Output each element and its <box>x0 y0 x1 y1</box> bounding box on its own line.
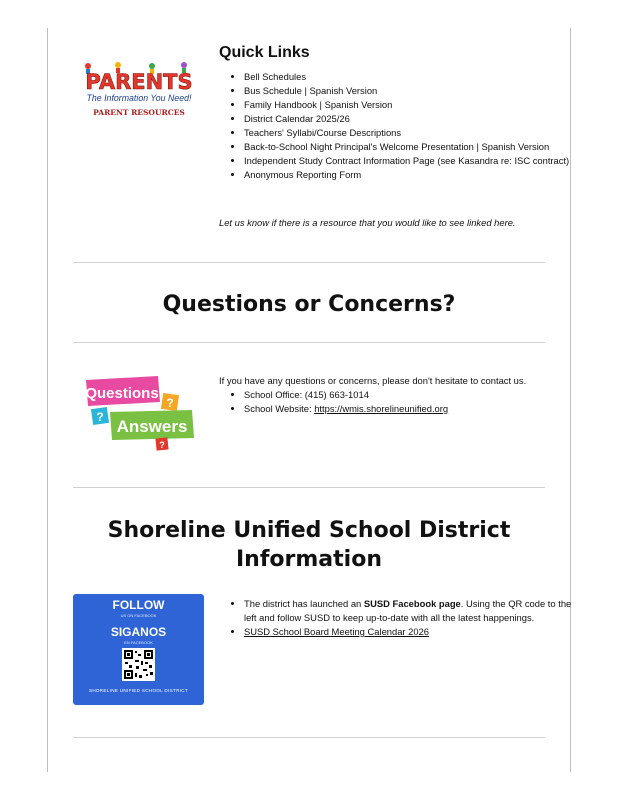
facebook-announcement-text-after: . Using the QR code to the left and follow SUSD to keep up-to-date with all the latest happenings. <box>244 598 572 623</box>
questions-intro: If you have any questions or concerns, please don't hesitate to contact us. <box>219 375 527 386</box>
school-website-link[interactable]: https://wmis.shorelineunified.org <box>314 403 449 414</box>
school-office-item: • School Office: (415) 663-1014 <box>244 388 448 402</box>
facebook-page-link[interactable]: SUSD Facebook page <box>363 598 461 609</box>
svg-text:?: ? <box>166 396 174 410</box>
school-website-item <box>244 402 448 416</box>
district-list <box>219 597 574 639</box>
divider <box>73 487 545 488</box>
facebook-siganos-text: SIGANOS <box>110 625 167 639</box>
divider <box>73 342 545 343</box>
parents-logo-word: PARENTS <box>85 70 193 94</box>
svg-text:?: ? <box>159 440 165 450</box>
parents-logo-tagline: The Information You Need! <box>86 93 192 103</box>
divider <box>73 262 545 263</box>
parents-logo-caption: PARENT RESOURCES <box>93 108 185 117</box>
parents-logo <box>74 60 204 120</box>
contact-list <box>219 388 448 416</box>
facebook-announcement-item <box>244 597 574 625</box>
answers-graphic-word: Answers <box>116 417 188 436</box>
questions-heading: Questions or Concerns? <box>162 292 456 317</box>
page-border-left <box>47 28 48 772</box>
svg-text:?: ? <box>96 410 104 424</box>
facebook-card-footer: SHORELINE UNIFIED SCHOOL DISTRICT <box>88 688 189 693</box>
facebook-follow-subtext: US ON FACEBOOK <box>120 613 157 618</box>
quick-link-back-to-school-night[interactable]: • Back-to-School Night Principal's Welcome Presentation | Spanish Version <box>244 140 574 154</box>
facebook-qr-card <box>73 594 204 705</box>
quick-link-independent-study[interactable]: • Independent Study Contract Information Page (see Kasandra re: ISC contract) <box>244 154 574 168</box>
quick-link-family-handbook[interactable]: • Family Handbook | Spanish Version <box>244 98 574 112</box>
quick-links-list <box>219 70 574 182</box>
questions-graphic-word: Questions <box>85 385 159 402</box>
quick-link-district-calendar[interactable]: • District Calendar 2025/26 <box>244 112 574 126</box>
facebook-follow-text: FOLLOW <box>112 598 165 612</box>
school-website-label: School Website: <box>244 403 312 414</box>
board-meeting-item <box>244 625 574 639</box>
facebook-qr-code <box>122 648 155 681</box>
facebook-siganos-subtext: EN FACEBOOK <box>124 640 153 645</box>
quick-links-title: Quick Links <box>219 44 310 61</box>
facebook-announcement-text-before: The district has launched an <box>244 598 362 609</box>
divider <box>73 737 545 738</box>
quick-link-bus-schedule[interactable]: • Bus Schedule | Spanish Version <box>244 84 574 98</box>
questions-answers-graphic <box>84 376 196 452</box>
quick-link-bell-schedules[interactable]: • Bell Schedules <box>244 70 574 84</box>
quick-link-anonymous-reporting[interactable]: • Anonymous Reporting Form <box>244 168 574 182</box>
quick-links-note: Let us know if there is a resource that you would like to see linked here. <box>219 217 516 228</box>
district-heading: Shoreline Unified School District Information <box>107 518 511 572</box>
quick-link-teachers-syllabi[interactable]: • Teachers' Syllabi/Course Descriptions <box>244 126 574 140</box>
board-meeting-calendar-link[interactable]: SUSD School Board Meeting Calendar 2026 <box>244 626 430 637</box>
